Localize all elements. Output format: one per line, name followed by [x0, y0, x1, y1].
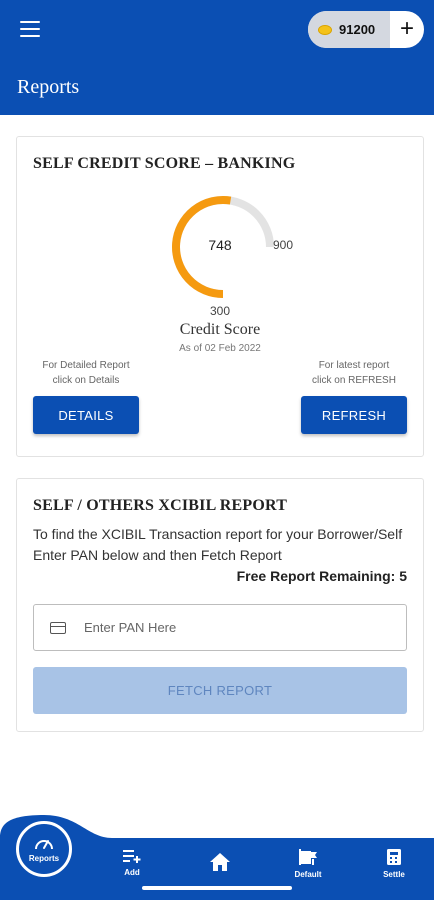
xcibil-report-card: [16, 478, 424, 732]
self-credit-score-card: [16, 136, 424, 457]
coin-icon: [318, 25, 332, 35]
speedometer-icon: [34, 835, 54, 851]
menu-icon[interactable]: [20, 21, 40, 37]
credit-card-icon: [50, 622, 66, 634]
add-list-icon: [122, 848, 142, 864]
gauge-min-label: 300: [209, 304, 231, 318]
credit-score-value: 748: [208, 237, 232, 253]
flag-document-icon: [298, 848, 318, 866]
refresh-hint: [299, 358, 409, 388]
nav-settle-label: Settle: [383, 870, 405, 879]
details-button[interactable]: DETAILS: [33, 396, 139, 434]
home-icon: [209, 852, 231, 872]
nav-reports[interactable]: [16, 821, 72, 877]
details-hint-line-1: For Detailed Report: [42, 360, 130, 371]
pan-input[interactable]: [84, 620, 364, 635]
gauge-max-label: 900: [273, 238, 294, 252]
app-header: [0, 0, 434, 115]
nav-default-label: Default: [294, 870, 322, 879]
refresh-hint-line-2: click on REFRESH: [312, 375, 396, 386]
details-hint: [31, 358, 141, 388]
nav-default[interactable]: [278, 848, 338, 879]
xcibil-card-title: SELF / OTHERS XCIBIL REPORT: [33, 497, 288, 514]
nav-settle[interactable]: [364, 848, 424, 879]
free-report-remaining: Free Report Remaining: 5: [236, 568, 407, 584]
refresh-button[interactable]: REFRESH: [301, 396, 407, 434]
credit-card-title: SELF CREDIT SCORE – BANKING: [33, 155, 296, 172]
credit-score-label: Credit Score: [179, 321, 261, 338]
add-coins-button[interactable]: +: [399, 15, 414, 42]
nav-add[interactable]: [102, 848, 162, 877]
xcibil-description: To find the XCIBIL Transaction report for your Borrower/Self Enter PAN below and then Fetch Report: [33, 526, 403, 563]
fetch-report-button[interactable]: FETCH REPORT: [33, 667, 407, 714]
system-home-indicator[interactable]: [142, 886, 292, 890]
refresh-hint-line-1: For latest report: [318, 360, 390, 371]
nav-home[interactable]: [190, 852, 250, 872]
details-hint-line-2: click on Details: [52, 375, 120, 386]
coin-balance: [308, 11, 424, 48]
calculator-icon: [386, 848, 402, 866]
page-title: Reports: [17, 76, 80, 98]
coin-balance-value: 91200: [339, 22, 376, 37]
pan-field[interactable]: [33, 604, 407, 651]
nav-reports-label: Reports: [28, 854, 60, 863]
coin-balance-display: [308, 11, 390, 48]
score-date: As of 02 Feb 2022: [179, 343, 261, 354]
nav-add-label: Add: [124, 868, 140, 877]
